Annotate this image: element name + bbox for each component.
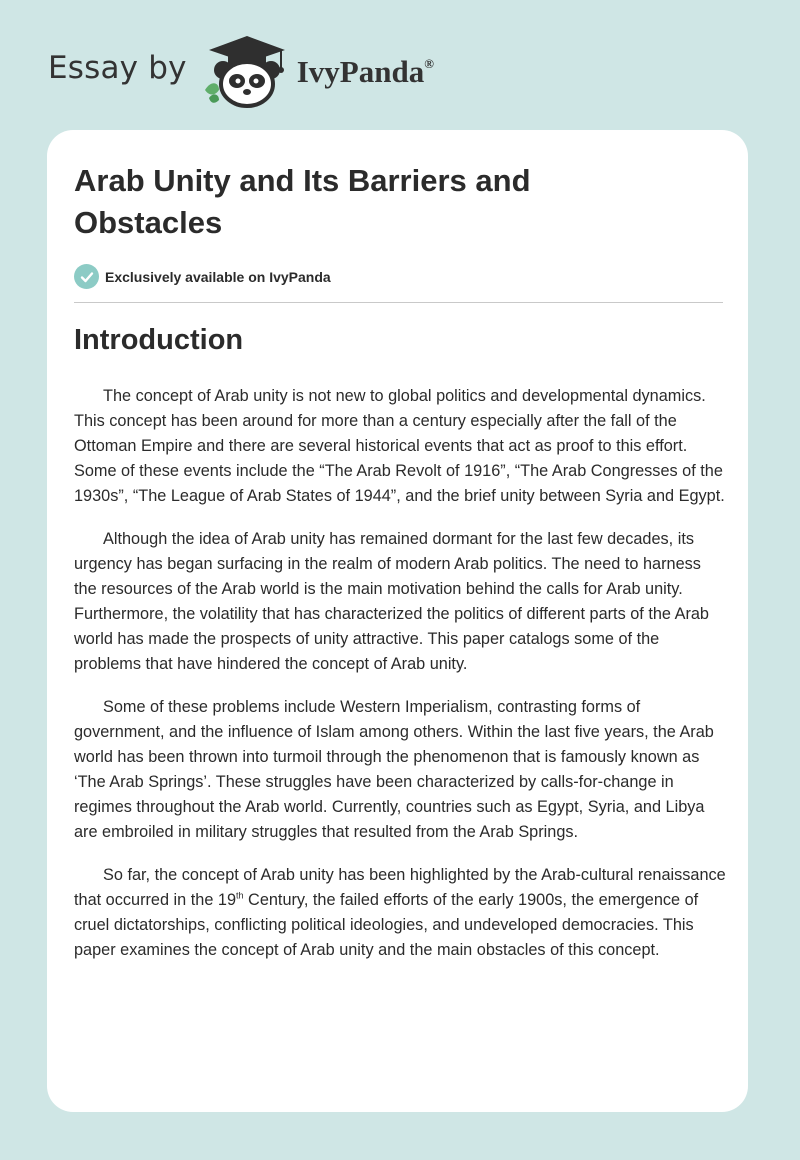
brand-name[interactable]	[297, 54, 434, 90]
paragraph: Although the idea of Arab unity has remained dormant for the last few decades, its urgency has began surfacing in the realm of modern Arab politics. The need to harness the resources of the Arab world is the main motivation behind the calls for Arab unity. Furthermore, the volatility that has characterized the politics of different parts of the Arab world has made the prospects of unity attractive. This paper catalogs some of the problems that have hindered the concept of Arab unity.	[74, 530, 709, 673]
exclusive-badge	[74, 264, 331, 289]
divider	[74, 302, 723, 303]
page-title: Arab Unity and Its Barriers and Obstacles	[74, 163, 531, 240]
essay-card	[47, 130, 748, 1112]
panda-logo-icon[interactable]	[201, 30, 293, 110]
paragraph-part: Century, the failed efforts of the early 1900s, the emergence of cruel dictatorships, conflicting political ideologies, and undeveloped democracies. This paper examines the concept of Arab unity and the main obstacles of this concept.	[74, 891, 699, 959]
paragraph	[74, 863, 726, 963]
site-header	[48, 30, 548, 110]
paragraph: The concept of Arab unity is not new to global politics and developmental dynamics. This concept has been around for more than a century especially after the fall of the Ottoman Empire and there are several historical events that act as proof to this effort. Some of these events include the “The Arab Revolt of 1916”, “The Arab Congresses of the 1930s”, “The League of Arab States of 1944”, and the brief unity between Syria and Egypt.	[74, 387, 725, 505]
paragraph: Some of these problems include Western Imperialism, contrasting forms of government, and the influence of Islam among others. Within the last five years, the Arab world has been thrown into turmoil through the phenomenon that is famously known as ‘The Arab Springs’. These struggles have been characterized by calls-for-change in regimes throughout the Arab world. Currently, countries such as Egypt, Syria, and Libya are embroiled in military struggles that resulted from the Arab Springs.	[74, 698, 714, 841]
exclusive-label: Exclusively available on IvyPanda	[105, 268, 331, 285]
section-heading: Introduction	[74, 324, 244, 356]
ordinal-suffix: th	[236, 890, 244, 901]
paragraph-part: So far, the concept of Arab unity has been highlighted by the Arab-cultural renaissance that occurred in the 19	[74, 866, 726, 909]
registered-mark: ®	[424, 56, 434, 71]
brand-text: IvyPanda	[296, 54, 425, 89]
essay-by-label: Essay by	[48, 50, 187, 86]
check-icon	[74, 264, 99, 289]
article-body	[74, 384, 726, 981]
